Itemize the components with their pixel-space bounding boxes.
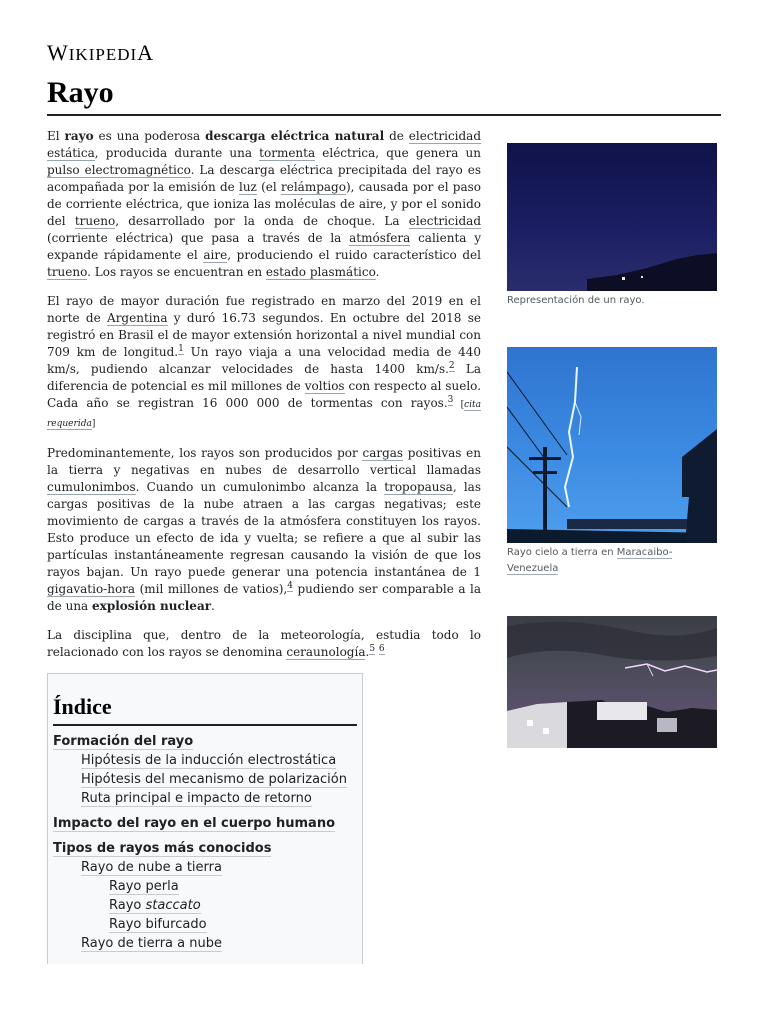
citation-needed[interactable]: [cita requerida] (47, 400, 481, 429)
link-pulso-electromagnetico[interactable]: pulso electromagnético (47, 163, 191, 177)
bold-term: descarga eléctrica natural (205, 129, 385, 143)
paragraph-records: El rayo de mayor duración fue registrado en marzo del 2019 en el norte de Argentina y duró 16.73 segundos. En octubre del 2018 se registró en Brasil el de mayor extensión horizontal a nivel mundial con 709 km de longitud.$^1$ Un rayo viaja a una velocidad media de 440 km/s, pudiendo alcanzar velocidades de hasta 1400 km/s.$^2$ La diferencia de potencial es mil millones de voltios con respecto al suelo. Cada año se registran 16 000 000 de tormentas con rayos.$^3$ [cita requerida] (47, 294, 482, 429)
reference-5[interactable]: 5 (369, 644, 376, 654)
toc-item[interactable]: Rayo de nube a tierra (81, 860, 222, 875)
link-gigavatio-hora[interactable]: gigavatio-hora (47, 582, 136, 596)
lightning-city-image[interactable] (507, 616, 717, 748)
toc-item[interactable]: Rayo perla (109, 879, 179, 894)
bold-term: explosión nuclear (92, 599, 212, 613)
figure-representacion-rayo (507, 143, 717, 309)
toc-item[interactable]: Ruta principal e impacto de retorno (81, 791, 312, 806)
link-atmosfera[interactable]: atmósfera (349, 231, 411, 245)
page-title: Rayo (47, 76, 114, 109)
figure-caption: Rayo cielo a tierra en Maracaibo-Venezuela (507, 547, 673, 574)
toc-item[interactable]: Rayo de tierra a nube (81, 936, 222, 951)
lightning-maracaibo-image[interactable] (507, 347, 717, 543)
toc-item[interactable]: Tipos de rayos más conocidos (53, 841, 272, 856)
link-tormenta[interactable]: tormenta (259, 146, 316, 160)
bold-term: rayo (64, 129, 94, 143)
link-estado-plasmatico[interactable]: estado plasmático (265, 265, 376, 279)
figure-caption: Representación de un rayo. (507, 295, 645, 306)
lightning-night-image[interactable] (507, 143, 717, 291)
link-cargas[interactable]: cargas (362, 446, 404, 460)
toc-item[interactable]: Impacto del rayo en el cuerpo humano (53, 816, 336, 831)
figure-maracaibo (507, 347, 717, 577)
link-ceraunologia[interactable]: ceraunología (286, 645, 366, 659)
link-relampago[interactable]: relámpago (281, 180, 346, 194)
toc-item[interactable]: Hipótesis del mecanismo de polarización (81, 772, 347, 787)
link-luz[interactable]: luz (238, 180, 257, 194)
link-argentina[interactable]: Argentina (107, 311, 168, 325)
table-of-contents (47, 673, 363, 964)
link-aire[interactable]: aire (203, 248, 228, 262)
link-electricidad-estatica[interactable]: electricidad estática (47, 129, 482, 160)
link-cumulonimbos[interactable]: cumulonimbos (47, 480, 136, 494)
toc-item[interactable]: Hipótesis de la inducción electrostática (81, 753, 337, 768)
wikipedia-logo[interactable] (47, 40, 154, 66)
reference-4[interactable]: 4 (287, 581, 293, 591)
link-trueno[interactable]: trueno (74, 214, 116, 228)
paragraph-intro: El rayo es una poderosa descarga eléctrica natural de electricidad estática, producida durante una tormenta eléctrica, que genera un pulso electromagnético. La descarga eléctrica precipitada del rayo es acompañada por la emisión de luz (el relámpago), causada por el paso de corriente eléctrica, que ioniza las moléculas de aire, y por el sonido del trueno, desarrollado por la onda de choque. La electricidad (corriente eléctrica) que pasa a través de la atmósfera calienta y expande rápidamente el aire, produciendo el ruido característico del trueno. Los rayos se encuentran en estado plasmático. (47, 129, 482, 279)
link-tropopausa[interactable]: tropopausa (384, 480, 453, 494)
toc-title: Índice (53, 694, 357, 726)
toc-item[interactable]: Rayo bifurcado (109, 917, 207, 932)
toc-item[interactable]: Formación del rayo (53, 734, 194, 749)
figure-city-lightning (507, 616, 717, 748)
link-voltios[interactable]: voltios (304, 379, 345, 393)
link-maracaibo[interactable]: Maracaibo-Venezuela (507, 547, 673, 574)
paragraph-discipline: La disciplina que, dentro de la meteorología, estudia todo lo relacionado con los rayos se denomina ceraunología.$^5$ $^6$ (47, 628, 481, 659)
reference-2[interactable]: 2 (448, 361, 455, 371)
reference-1[interactable]: 1 (178, 344, 184, 354)
toc-list (53, 732, 357, 953)
reference-3[interactable]: 3 (447, 395, 454, 405)
logo-text: WIKIPEDIA (47, 40, 155, 65)
paragraph-formation: Predominantemente, los rayos son producidos por cargas positivas en la tierra y negativas en nubes de desarrollo vertical llamadas cumulonimbos. Cuando un cumulonimbo alcanza la tropopausa, las cargas positivas de la nube atraen a las cargas negativas; este movimiento de cargas a través de la atmósfera constituyen los rayos. Esto produce un efecto de ida y vuelta; se refiere a que al subir las partículas instantáneamente regresan causando la visión de que los rayos bajan. Un rayo puede generar una potencia instantánea de 1 gigavatio-hora (mil millones de vatios),$^4$ pudiendo ser comparable a la de una explosión nuclear. (47, 446, 481, 613)
link-trueno[interactable]: trueno (47, 265, 88, 279)
title-divider (47, 114, 721, 116)
link-electricidad[interactable]: electricidad (408, 214, 481, 228)
article-body (47, 128, 481, 673)
reference-6[interactable]: 6 (378, 644, 385, 654)
toc-item[interactable]: Rayo staccato (109, 898, 201, 913)
